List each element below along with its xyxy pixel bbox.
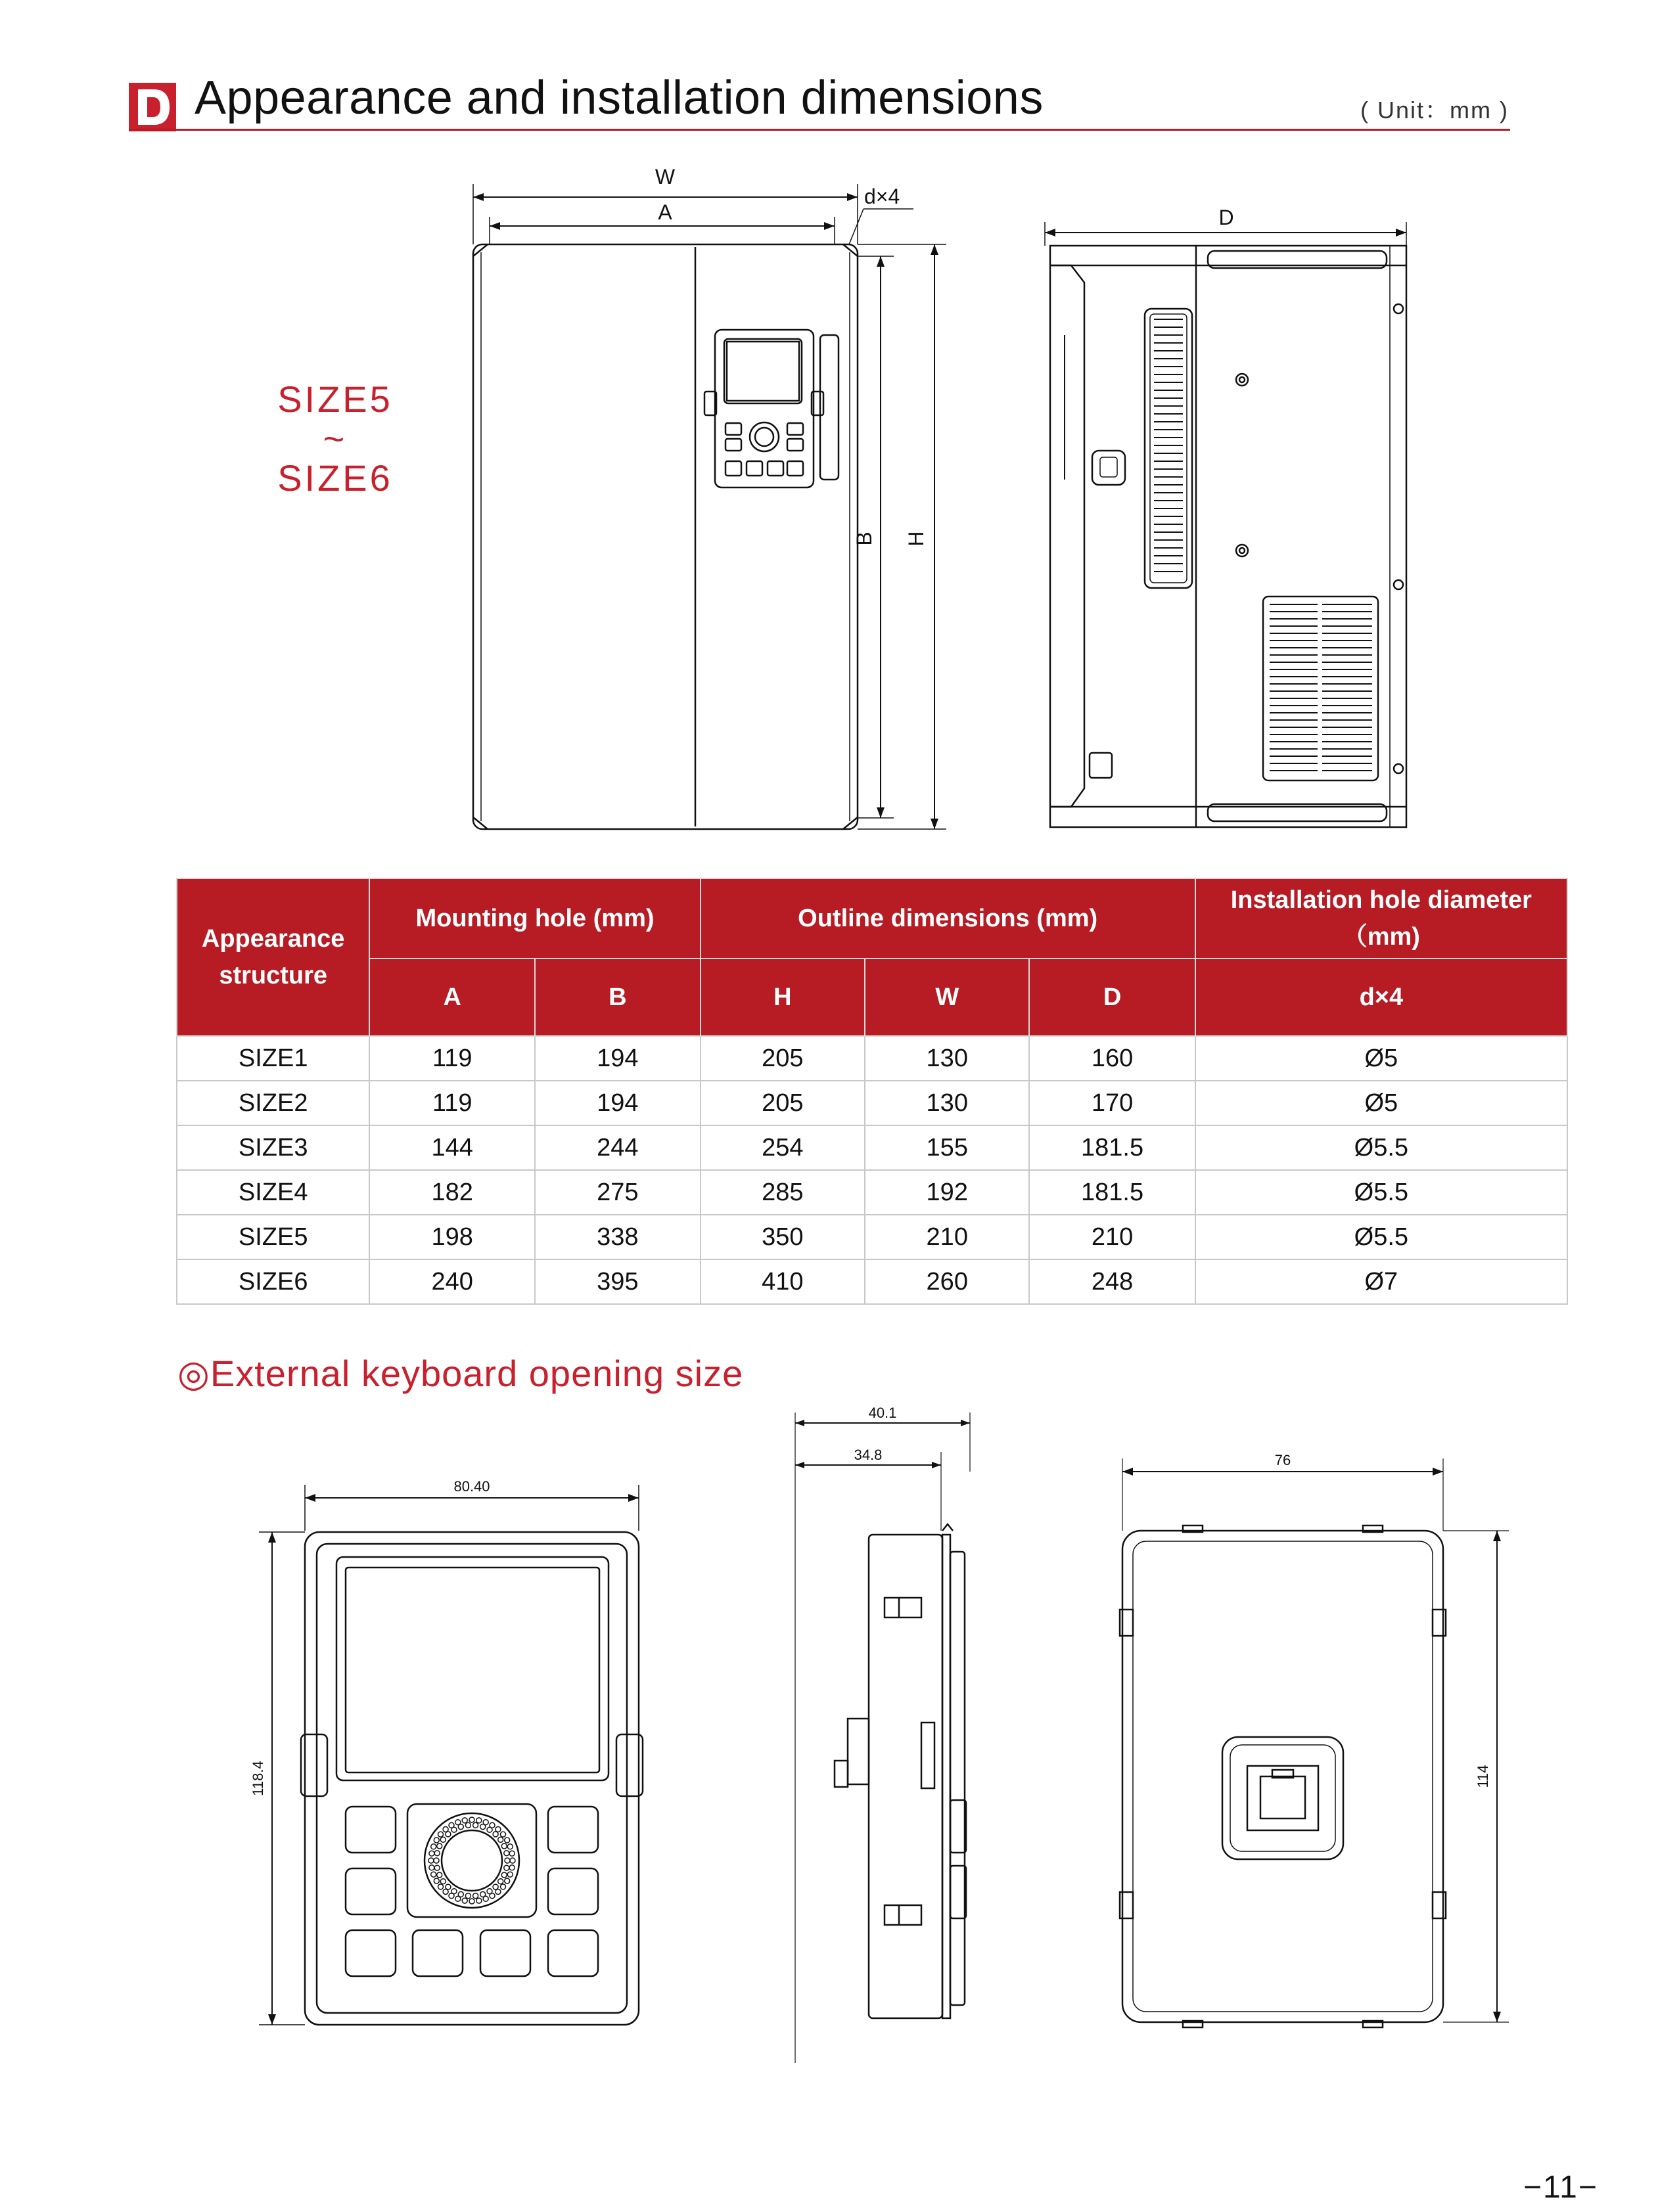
dim-label-w: W	[655, 165, 676, 189]
table-row	[177, 1036, 1567, 1081]
keyboard-side-drawing	[782, 1406, 999, 2037]
keyboard-front-drawing	[237, 1472, 670, 2037]
cell-col-h: 410	[701, 1259, 865, 1304]
vent-slats-left	[1154, 319, 1183, 572]
title-underline	[129, 129, 1510, 131]
header-installation-hole: Installation hole diameter（mm)	[1195, 878, 1567, 959]
front-view-drawing	[460, 164, 959, 854]
cell-size: SIZE3	[177, 1125, 369, 1170]
dim-label-b: B	[852, 531, 876, 546]
keyboard-back-drawing	[1111, 1445, 1518, 2037]
table-row	[177, 1125, 1567, 1170]
cell-col-dx4: Ø5.5	[1195, 1125, 1567, 1170]
table-row	[177, 1259, 1567, 1304]
dim-label-a: A	[658, 200, 672, 224]
header-col-a: A	[369, 959, 535, 1036]
cell-col-dx4: Ø5.5	[1195, 1170, 1567, 1215]
kb-side-depth-body-label: 34.8	[854, 1447, 883, 1463]
cell-col-dx4: Ø5.5	[1195, 1215, 1567, 1259]
table-row	[177, 1215, 1567, 1259]
cell-col-d: 248	[1029, 1259, 1195, 1304]
dim-label-d-holes: d×4	[864, 185, 900, 208]
cell-col-w: 130	[865, 1081, 1029, 1125]
dim-label-h: H	[904, 531, 928, 547]
cell-col-d: 181.5	[1029, 1170, 1195, 1215]
size-range-label	[250, 380, 421, 498]
cell-size: SIZE2	[177, 1081, 369, 1125]
cell-col-b: 338	[535, 1215, 701, 1259]
cell-col-b: 194	[535, 1081, 701, 1125]
cell-col-a: 144	[369, 1125, 535, 1170]
cell-col-d: 181.5	[1029, 1125, 1195, 1170]
cell-col-b: 244	[535, 1125, 701, 1170]
kb-back-height-label: 114	[1475, 1765, 1491, 1788]
size-range-start: SIZE5	[277, 378, 393, 420]
cell-col-h: 254	[701, 1125, 865, 1170]
dimensions-table	[176, 878, 1568, 1305]
size-range-end: SIZE6	[277, 457, 393, 499]
kb-back-width-label: 76	[1274, 1452, 1291, 1468]
size-range-tilde: ~	[323, 418, 348, 459]
header-col-h: H	[701, 959, 865, 1036]
table-body	[177, 1036, 1567, 1304]
side-view-drawing	[1038, 204, 1433, 834]
cell-col-w: 192	[865, 1170, 1029, 1215]
cell-col-b: 395	[535, 1259, 701, 1304]
kb-side-depth-total-label: 40.1	[868, 1405, 897, 1421]
keyboard-section-title: ◎External keyboard opening size	[177, 1353, 744, 1394]
cell-col-d: 170	[1029, 1081, 1195, 1125]
cell-col-d: 160	[1029, 1036, 1195, 1081]
cell-size: SIZE1	[177, 1036, 369, 1081]
cell-col-h: 350	[701, 1215, 865, 1259]
cell-col-a: 240	[369, 1259, 535, 1304]
cell-size: SIZE6	[177, 1259, 369, 1304]
header-appearance-structure: Appearance structure	[177, 878, 369, 1036]
brand-logo-icon	[129, 80, 176, 131]
cell-col-w: 155	[865, 1125, 1029, 1170]
cell-col-a: 119	[369, 1081, 535, 1125]
header-col-d: D	[1029, 959, 1195, 1036]
vent-slats-right	[1270, 604, 1372, 771]
cell-size: SIZE5	[177, 1215, 369, 1259]
cell-col-w: 260	[865, 1259, 1029, 1304]
header-outline-dimensions: Outline dimensions (mm)	[701, 878, 1195, 959]
cell-col-a: 119	[369, 1036, 535, 1081]
table-row	[177, 1170, 1567, 1215]
cell-col-b: 275	[535, 1170, 701, 1215]
cell-col-h: 205	[701, 1081, 865, 1125]
cell-col-a: 182	[369, 1170, 535, 1215]
cell-col-h: 285	[701, 1170, 865, 1215]
cell-col-dx4: Ø5	[1195, 1036, 1567, 1081]
cell-col-w: 210	[865, 1215, 1029, 1259]
cell-col-dx4: Ø5	[1195, 1081, 1567, 1125]
page-number: −11−	[1523, 2170, 1598, 2205]
kb-front-height-label: 118.4	[250, 1761, 266, 1796]
header-col-b: B	[535, 959, 701, 1036]
kb-front-width-label: 80.40	[453, 1478, 490, 1495]
header-col-w: W	[865, 959, 1029, 1036]
cell-col-h: 205	[701, 1036, 865, 1081]
cell-col-w: 130	[865, 1036, 1029, 1081]
page-title: Appearance and installation dimensions	[195, 72, 1044, 124]
dim-label-depth: D	[1218, 206, 1234, 229]
header-mounting-hole: Mounting hole (mm)	[369, 878, 700, 959]
cell-col-a: 198	[369, 1215, 535, 1259]
cell-col-dx4: Ø7	[1195, 1259, 1567, 1304]
cell-col-b: 194	[535, 1036, 701, 1081]
cell-col-d: 210	[1029, 1215, 1195, 1259]
header-col-dx4: d×4	[1195, 959, 1567, 1036]
unit-note: ( Unit：mm )	[1360, 97, 1509, 124]
cell-size: SIZE4	[177, 1170, 369, 1215]
table-row	[177, 1081, 1567, 1125]
